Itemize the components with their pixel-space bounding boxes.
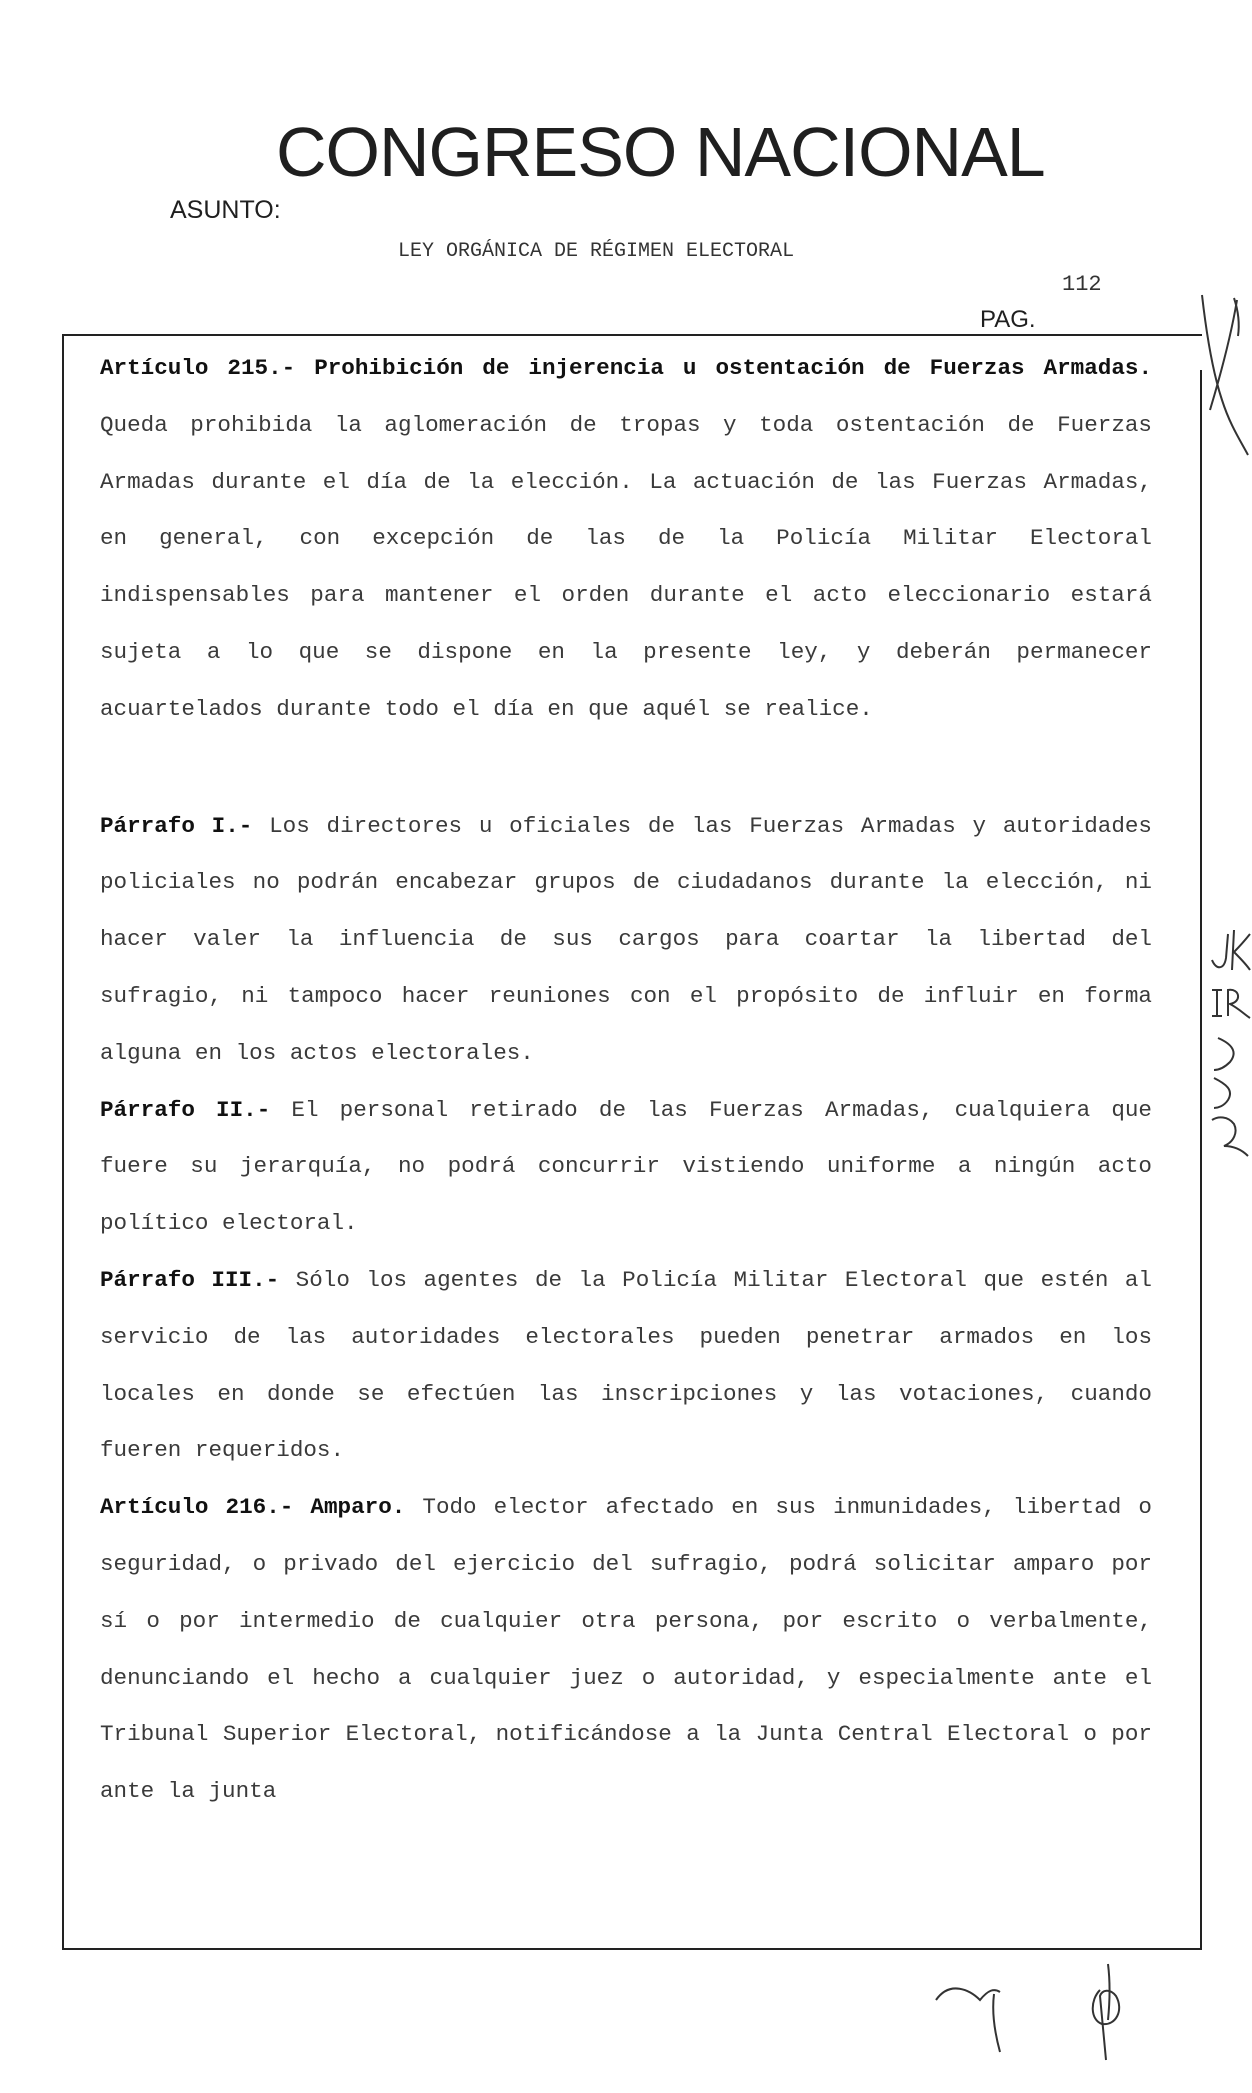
document-body [100, 340, 1152, 1820]
paragraph-ii-text: El personal retirado de las Fuerzas Armadas, cualquiera que fuere su jerarquía, no podrá concurrir vistiendo uniforme a ningún acto político electoral. [100, 1096, 1152, 1237]
article-215 [100, 340, 1152, 738]
text-frame-right-border [1200, 370, 1202, 1950]
asunto-label: ASUNTO: [170, 196, 281, 224]
article-215-text: Queda prohibida la aglomeración de tropas y toda ostentación de Fuerzas Armadas durante el día de la elección. La actuación de las Fuerzas Armadas, en general, con excepción de las de la Policía Militar Electoral indispensables para mantener el orden durante el acto eleccionario estará sujeta a lo que se dispone en la presente ley, y deberán permanecer acuartelados durante todo el día en que aquél se realice. [100, 411, 1152, 722]
paragraph-i [100, 798, 1152, 1082]
handwritten-x-mark [1192, 290, 1252, 460]
pag-label: PAG. [980, 306, 1036, 333]
paragraph-iii-heading: Párrafo III.- [100, 1266, 280, 1293]
page-number: 112 [1062, 272, 1102, 297]
paragraph-i-heading: Párrafo I.- [100, 812, 253, 839]
paragraph-i-text: Los directores u oficiales de las Fuerzas Armadas y autoridades policiales no podrán encabezar grupos de ciudadanos durante la elección, ni hacer valer la influencia de sus cargos para coartar la libertad del sufragio, ni tampoco hacer reuniones con el propósito de influir en forma alguna en los actos electorales. [100, 812, 1152, 1066]
handwritten-margin-initials [1208, 920, 1252, 1180]
document-subject: LEY ORGÁNICA DE RÉGIMEN ELECTORAL [398, 240, 795, 263]
header-title: CONGRESO NACIONAL [276, 113, 1045, 191]
paragraph-ii-heading: Párrafo II.- [100, 1096, 271, 1123]
article-216 [100, 1479, 1152, 1820]
paragraph-iii-text: Sólo los agentes de la Policía Militar Electoral que estén al servicio de las autoridades electorales pueden penetrar armados en los locales en donde se efectúen las inscripciones y las votaciones, cuando fueren requeridos. [100, 1266, 1152, 1464]
article-216-text: Todo elector afectado en sus inmunidades, libertad o seguridad, o privado del ejercicio del sufragio, podrá solicitar amparo por sí o por intermedio de cualquier otra persona, por escrito o verbalmente, denunciando el hecho a cualquier juez o autoridad, y especialmente ante el Tribunal Superior Electoral, notificándose a la Junta Central Electoral o por ante la junta [100, 1494, 1152, 1805]
article-216-heading: Artículo 216.- Amparo. [100, 1494, 406, 1521]
handwritten-bottom-signature [930, 1960, 1170, 2070]
paragraph-iii [100, 1252, 1152, 1479]
paragraph-ii [100, 1082, 1152, 1252]
article-215-heading: Artículo 215.- Prohibición de injerencia u ostentación de Fuerzas Armadas. [100, 355, 1152, 381]
